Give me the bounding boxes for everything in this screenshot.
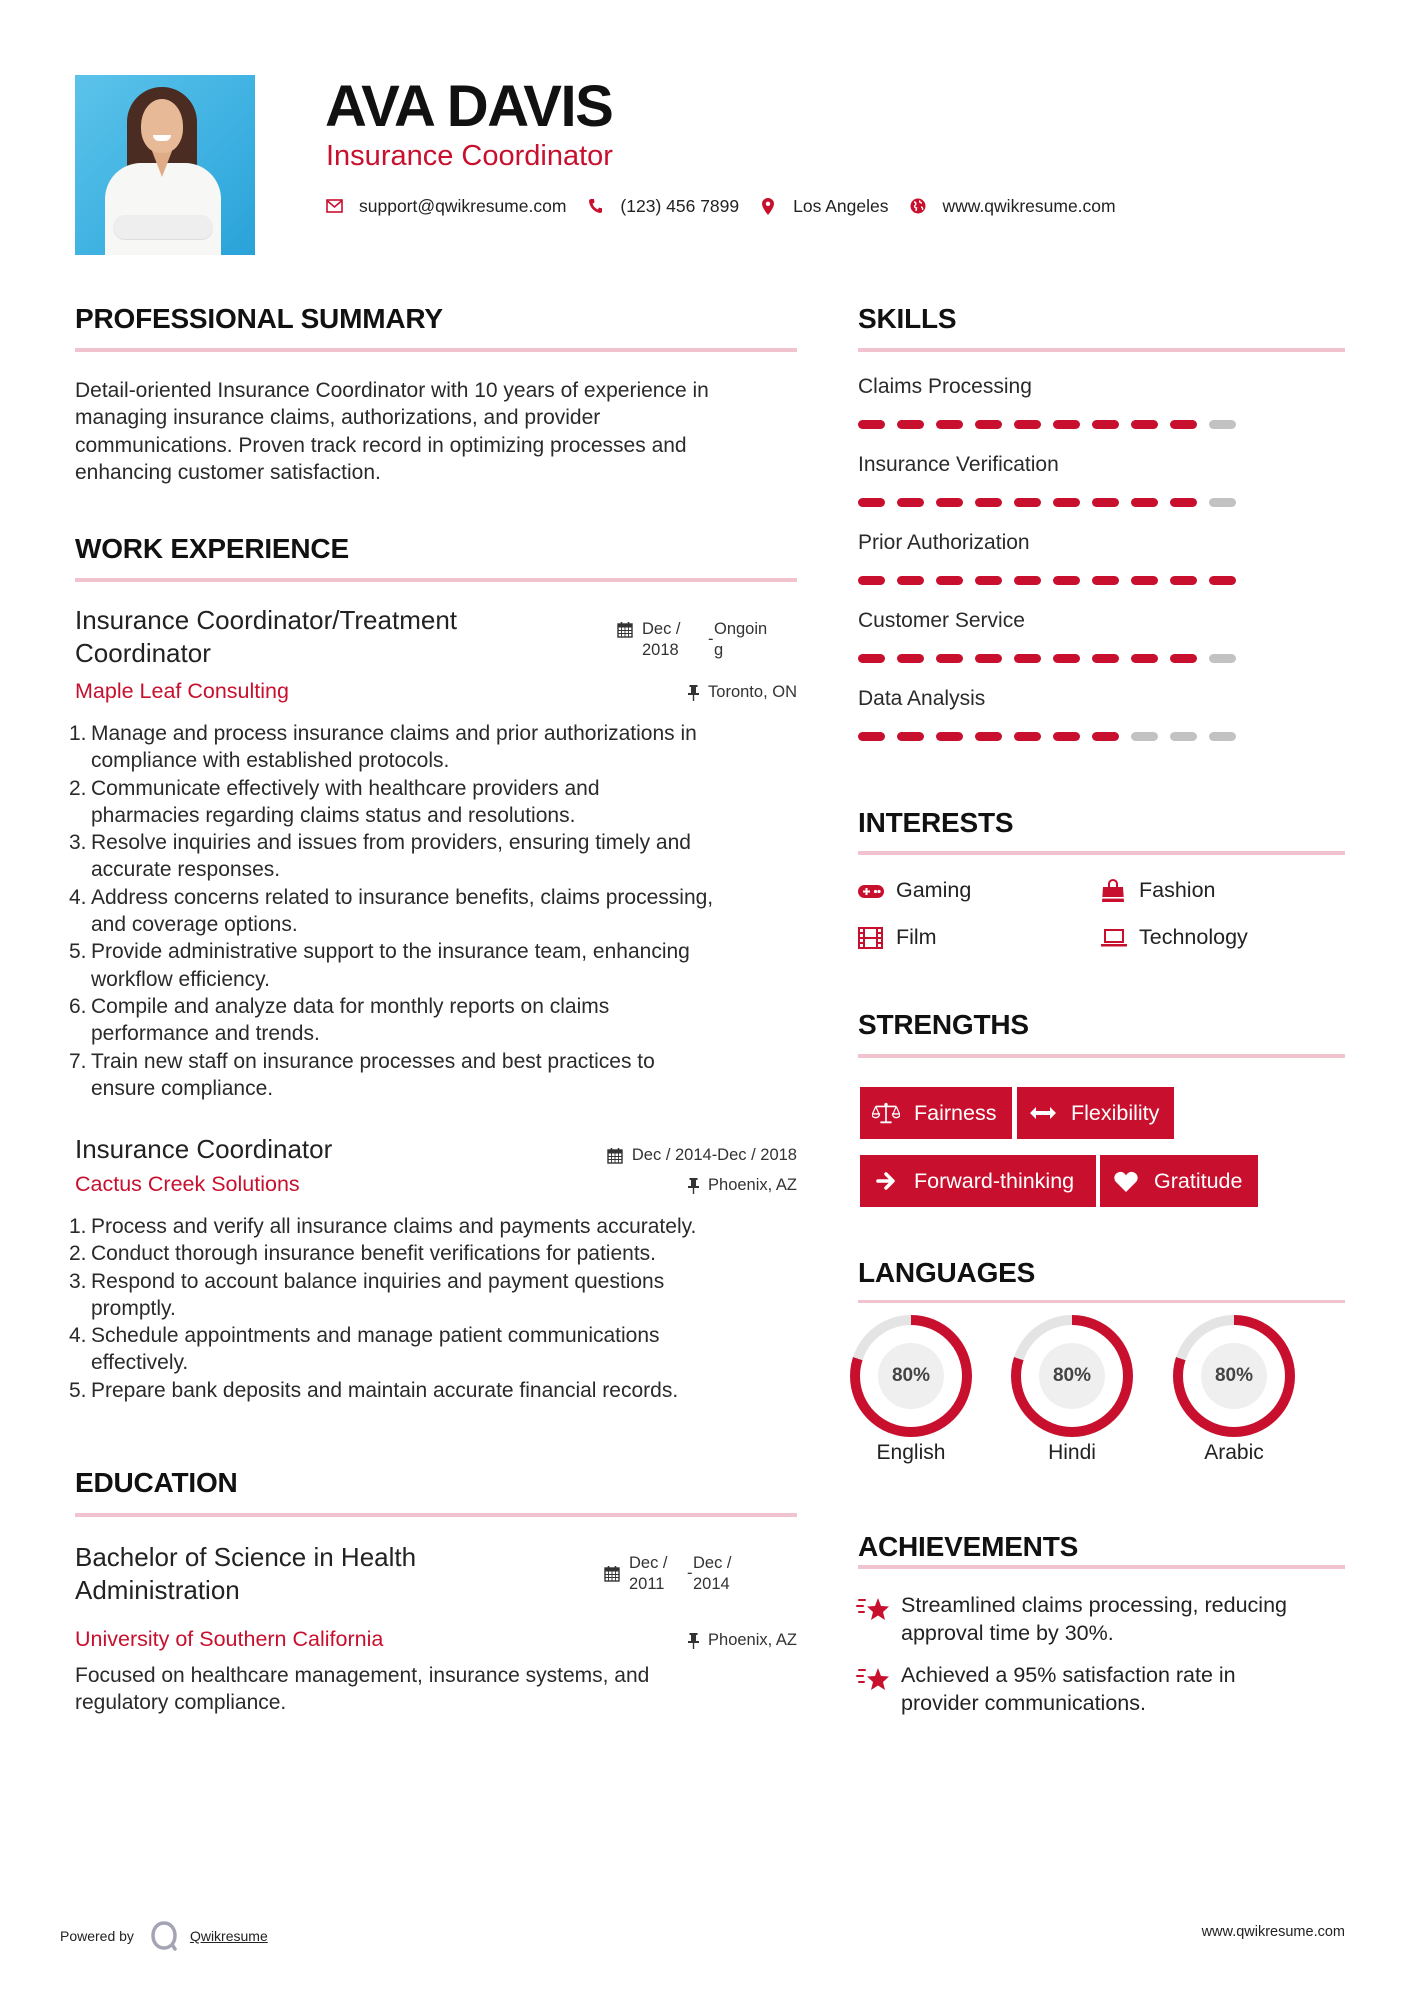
shopping-bag-icon [1101,880,1127,902]
skill-rating [858,498,1236,507]
location-value: Los Angeles [793,195,889,216]
laptop-icon [1101,927,1127,949]
section-heading-experience: WORK EXPERIENCE [75,533,349,564]
skill-dash [1092,732,1119,741]
degree-title [75,1541,416,1607]
job-location [688,1176,797,1195]
arrows-horizontal-icon [1029,1101,1057,1125]
skill-dash [1092,576,1119,585]
interest-label: Film [896,925,937,949]
skill-label: Claims Processing [858,375,1032,398]
language-item [1011,1315,1133,1466]
language-label: Arabic [1204,1441,1264,1464]
language-percent: 80% [878,1343,944,1409]
job-location [688,683,797,702]
phone-icon [586,197,604,215]
interest-label: Technology [1139,925,1248,949]
film-icon [858,927,884,949]
summary-line: managing insurance claims, authorizations, and provider [75,406,601,430]
skill-dash [858,420,885,429]
skill-dash [1170,732,1197,741]
education-location [688,1631,797,1650]
skill-dash [1092,654,1119,663]
heart-icon [1112,1169,1140,1193]
powered-by-label: Powered by [60,1928,134,1944]
qwikresume-logo-icon [150,1921,178,1951]
skill-dash [975,498,1002,507]
strength-badge [1017,1087,1174,1139]
contact-website[interactable] [909,196,1116,217]
pushpin-icon [688,685,699,701]
skill-dash [897,420,924,429]
list-item: 2. Conduct thorough insurance benefit verifications for patients. [69,1242,657,1266]
section-divider [858,1300,1345,1303]
skill-dash [897,498,924,507]
job-dates [617,619,767,661]
contact-bar [325,193,1136,219]
calendar-icon [617,621,633,638]
job-dates [607,1145,797,1166]
education-description [75,1662,649,1717]
end-year: 2014 [693,1575,730,1593]
job-title: Insurance Coordinator [326,140,613,172]
calendar-icon [604,1565,620,1582]
skill-dash [936,420,963,429]
date-separator: - [708,630,714,648]
section-heading-education: EDUCATION [75,1467,238,1498]
email-value: support@qwikresume.com [359,195,567,216]
interest-label: Gaming [896,878,972,902]
skill-item [858,530,1236,608]
skill-rating [858,654,1236,663]
strength-label: Gratitude [1154,1168,1243,1193]
start-year: 2011 [629,1575,665,1593]
skill-item [858,452,1236,530]
end-month: Dec / [693,1554,732,1572]
list-item: 5. Provide administrative support to the insurance team, enhancing workflow efficiency. [69,940,690,991]
skill-label: Insurance Verification [858,453,1059,476]
arrow-right-icon [872,1169,900,1193]
map-marker-icon [759,197,777,215]
list-item: 4. Address concerns related to insurance benefits, claims processing, and coverage options. [69,885,714,937]
language-progress-ring [850,1315,972,1437]
skill-dash [858,732,885,741]
degree-line: Administration [75,1575,240,1605]
skill-dash [1209,498,1236,507]
skill-label: Customer Service [858,609,1025,632]
skill-item [858,374,1236,452]
contact-phone[interactable] [586,196,739,217]
skill-dash [1131,576,1158,585]
language-progress-ring [1011,1315,1133,1437]
calendar-icon [607,1147,623,1164]
skill-dash [1209,576,1236,585]
globe-icon [909,197,927,215]
footer-website[interactable]: www.qwikresume.com [1201,1924,1345,1940]
contact-location [759,196,888,217]
achievement-line: approval time by 30%. [901,1620,1114,1645]
list-item: 6. Compile and analyze data for monthly reports on claims performance and trends. [69,994,610,1046]
skill-dash [1131,654,1158,663]
list-item: 5. Prepare bank deposits and maintain accurate financial records. [69,1378,679,1402]
skill-dash [936,654,963,663]
section-heading-skills: SKILLS [858,303,957,334]
section-heading-strengths: STRENGTHS [858,1009,1029,1040]
start-month: Dec / [629,1554,668,1572]
balance-scale-icon [872,1101,900,1125]
language-percent: 80% [1039,1343,1105,1409]
job-duties-list [69,1213,812,1404]
website-value: www.qwikresume.com [942,195,1116,216]
qwikresume-link[interactable]: Qwikresume [189,1928,268,1944]
interest-item [1101,878,1216,903]
achievement-item [856,1662,1346,1717]
skill-dash [1170,498,1197,507]
strength-label: Fairness [914,1100,997,1125]
skill-dash [975,576,1002,585]
section-divider [75,578,797,582]
skill-dash [1053,420,1080,429]
interest-label: Fashion [1139,878,1216,902]
section-divider [858,348,1345,352]
shooting-star-icon [856,1594,890,1624]
school-name: University of Southern California [75,1627,384,1651]
profile-photo [75,75,255,255]
language-label: Hindi [1048,1441,1096,1464]
skill-item [858,686,1236,764]
job-duties-list [69,720,812,1102]
skill-dash [1131,420,1158,429]
pushpin-icon [688,1633,699,1649]
pushpin-icon [688,1178,699,1194]
education-dates [604,1553,732,1595]
strength-label: Flexibility [1071,1100,1160,1125]
skill-dash [1014,498,1041,507]
skill-dash [858,654,885,663]
skill-dash [1131,732,1158,741]
date-separator: - [687,1564,693,1582]
list-item: 1. Manage and process insurance claims and prior authorizations in compliance with established protocols. [69,722,697,773]
skill-dash [1053,498,1080,507]
end-date: Ongoin [714,620,768,638]
company-name: Cactus Creek Solutions [75,1172,300,1196]
list-item: 3. Resolve inquiries and issues from providers, ensuring timely and accurate responses. [69,831,691,882]
location-text: Toronto, ON [708,683,797,701]
achievement-item [856,1592,1346,1647]
skill-rating [858,576,1236,585]
section-divider [75,348,797,352]
skill-label: Data Analysis [858,687,986,710]
candidate-name: AVA DAVIS [325,74,613,139]
skill-dash [1209,420,1236,429]
summary-line: communications. Proven track record in optimizing processes and [75,433,687,457]
skill-dash [936,498,963,507]
section-divider [75,1513,797,1517]
achievement-line: provider communications. [901,1690,1146,1715]
list-item: 3. Respond to account balance inquiries and payment questions promptly. [69,1269,665,1320]
section-divider [858,1565,1345,1569]
start-year: 2018 [642,641,679,659]
description-line: regulatory compliance. [75,1691,287,1715]
summary-line: enhancing customer satisfaction. [75,460,381,484]
section-heading-languages: LANGUAGES [858,1257,1036,1288]
skill-rating [858,420,1236,429]
list-item: 4. Schedule appointments and manage patient communications effectively. [69,1324,660,1375]
skill-rating [858,732,1236,741]
start-month: Dec / [642,620,681,638]
location-text: Phoenix, AZ [708,1176,797,1194]
summary-text [75,377,805,486]
skill-dash [1053,732,1080,741]
interest-item [858,878,971,903]
description-line: Focused on healthcare management, insurance systems, and [75,1664,650,1687]
skill-dash [1014,420,1041,429]
summary-line: Detail-oriented Insurance Coordinator with 10 years of experience in [75,379,709,402]
shooting-star-icon [856,1664,890,1694]
skill-dash [1170,576,1197,585]
language-item [850,1315,972,1466]
skill-dash [897,654,924,663]
skill-dash [858,576,885,585]
footer-powered-by [60,1921,268,1951]
skill-dash [1131,498,1158,507]
skill-dash [1092,420,1119,429]
end-date-wrap: g [714,641,724,659]
degree-line: Bachelor of Science in Health [75,1542,417,1572]
skill-dash [897,576,924,585]
job-position-title [75,604,535,670]
skill-dash [858,498,885,507]
gamepad-icon [858,880,884,902]
skill-dash [936,576,963,585]
list-item: 2. Communicate effectively with healthcare providers and pharmacies regarding claims status and resolutions. [69,776,600,827]
achievement-line: Streamlined claims processing, reducing [901,1593,1287,1617]
language-item [1173,1315,1295,1466]
skill-label: Prior Authorization [858,531,1030,554]
strength-badge [1100,1155,1258,1207]
phone-value: (123) 456 7899 [620,195,740,216]
strength-badge [860,1087,1012,1139]
interest-item [858,925,937,950]
skill-dash [1014,576,1041,585]
interest-item [1101,925,1248,950]
strength-label: Forward-thinking [914,1168,1075,1193]
skill-dash [1014,732,1041,741]
envelope-icon [325,197,343,215]
skill-dash [936,732,963,741]
job-position-title: Insurance Coordinator [75,1134,333,1164]
section-heading-achievements: ACHIEVEMENTS [858,1531,1079,1562]
contact-email[interactable] [325,196,566,217]
skill-dash [975,654,1002,663]
skills-list [858,374,1236,764]
skill-dash [1170,654,1197,663]
skill-dash [1053,654,1080,663]
company-name: Maple Leaf Consulting [75,679,289,703]
skill-dash [897,732,924,741]
section-heading-summary: PROFESSIONAL SUMMARY [75,303,443,334]
list-item: 1. Process and verify all insurance claims and payments accurately. [69,1215,697,1238]
language-progress-ring [1173,1315,1295,1437]
skill-dash [1053,576,1080,585]
location-text: Phoenix, AZ [708,1631,797,1649]
skill-dash [1209,654,1236,663]
skill-dash [975,732,1002,741]
skill-dash [1092,498,1119,507]
skill-dash [1170,420,1197,429]
language-label: English [876,1441,946,1464]
date-range: Dec / 2014-Dec / 2018 [631,1146,797,1164]
achievement-line: Achieved a 95% satisfaction rate in [901,1663,1236,1687]
job-title-line: Coordinator [75,638,211,668]
skill-item [858,608,1236,686]
language-percent: 80% [1201,1343,1267,1409]
strength-badge [860,1155,1096,1207]
section-divider [858,851,1345,855]
job-title-line: Insurance Coordinator/Treatment [75,605,458,635]
skill-dash [1209,732,1236,741]
section-divider [858,1054,1345,1058]
list-item: 7. Train new staff on insurance processes and best practices to ensure compliance. [69,1049,655,1100]
skill-dash [1014,654,1041,663]
section-heading-interests: INTERESTS [858,807,1014,838]
skill-dash [975,420,1002,429]
